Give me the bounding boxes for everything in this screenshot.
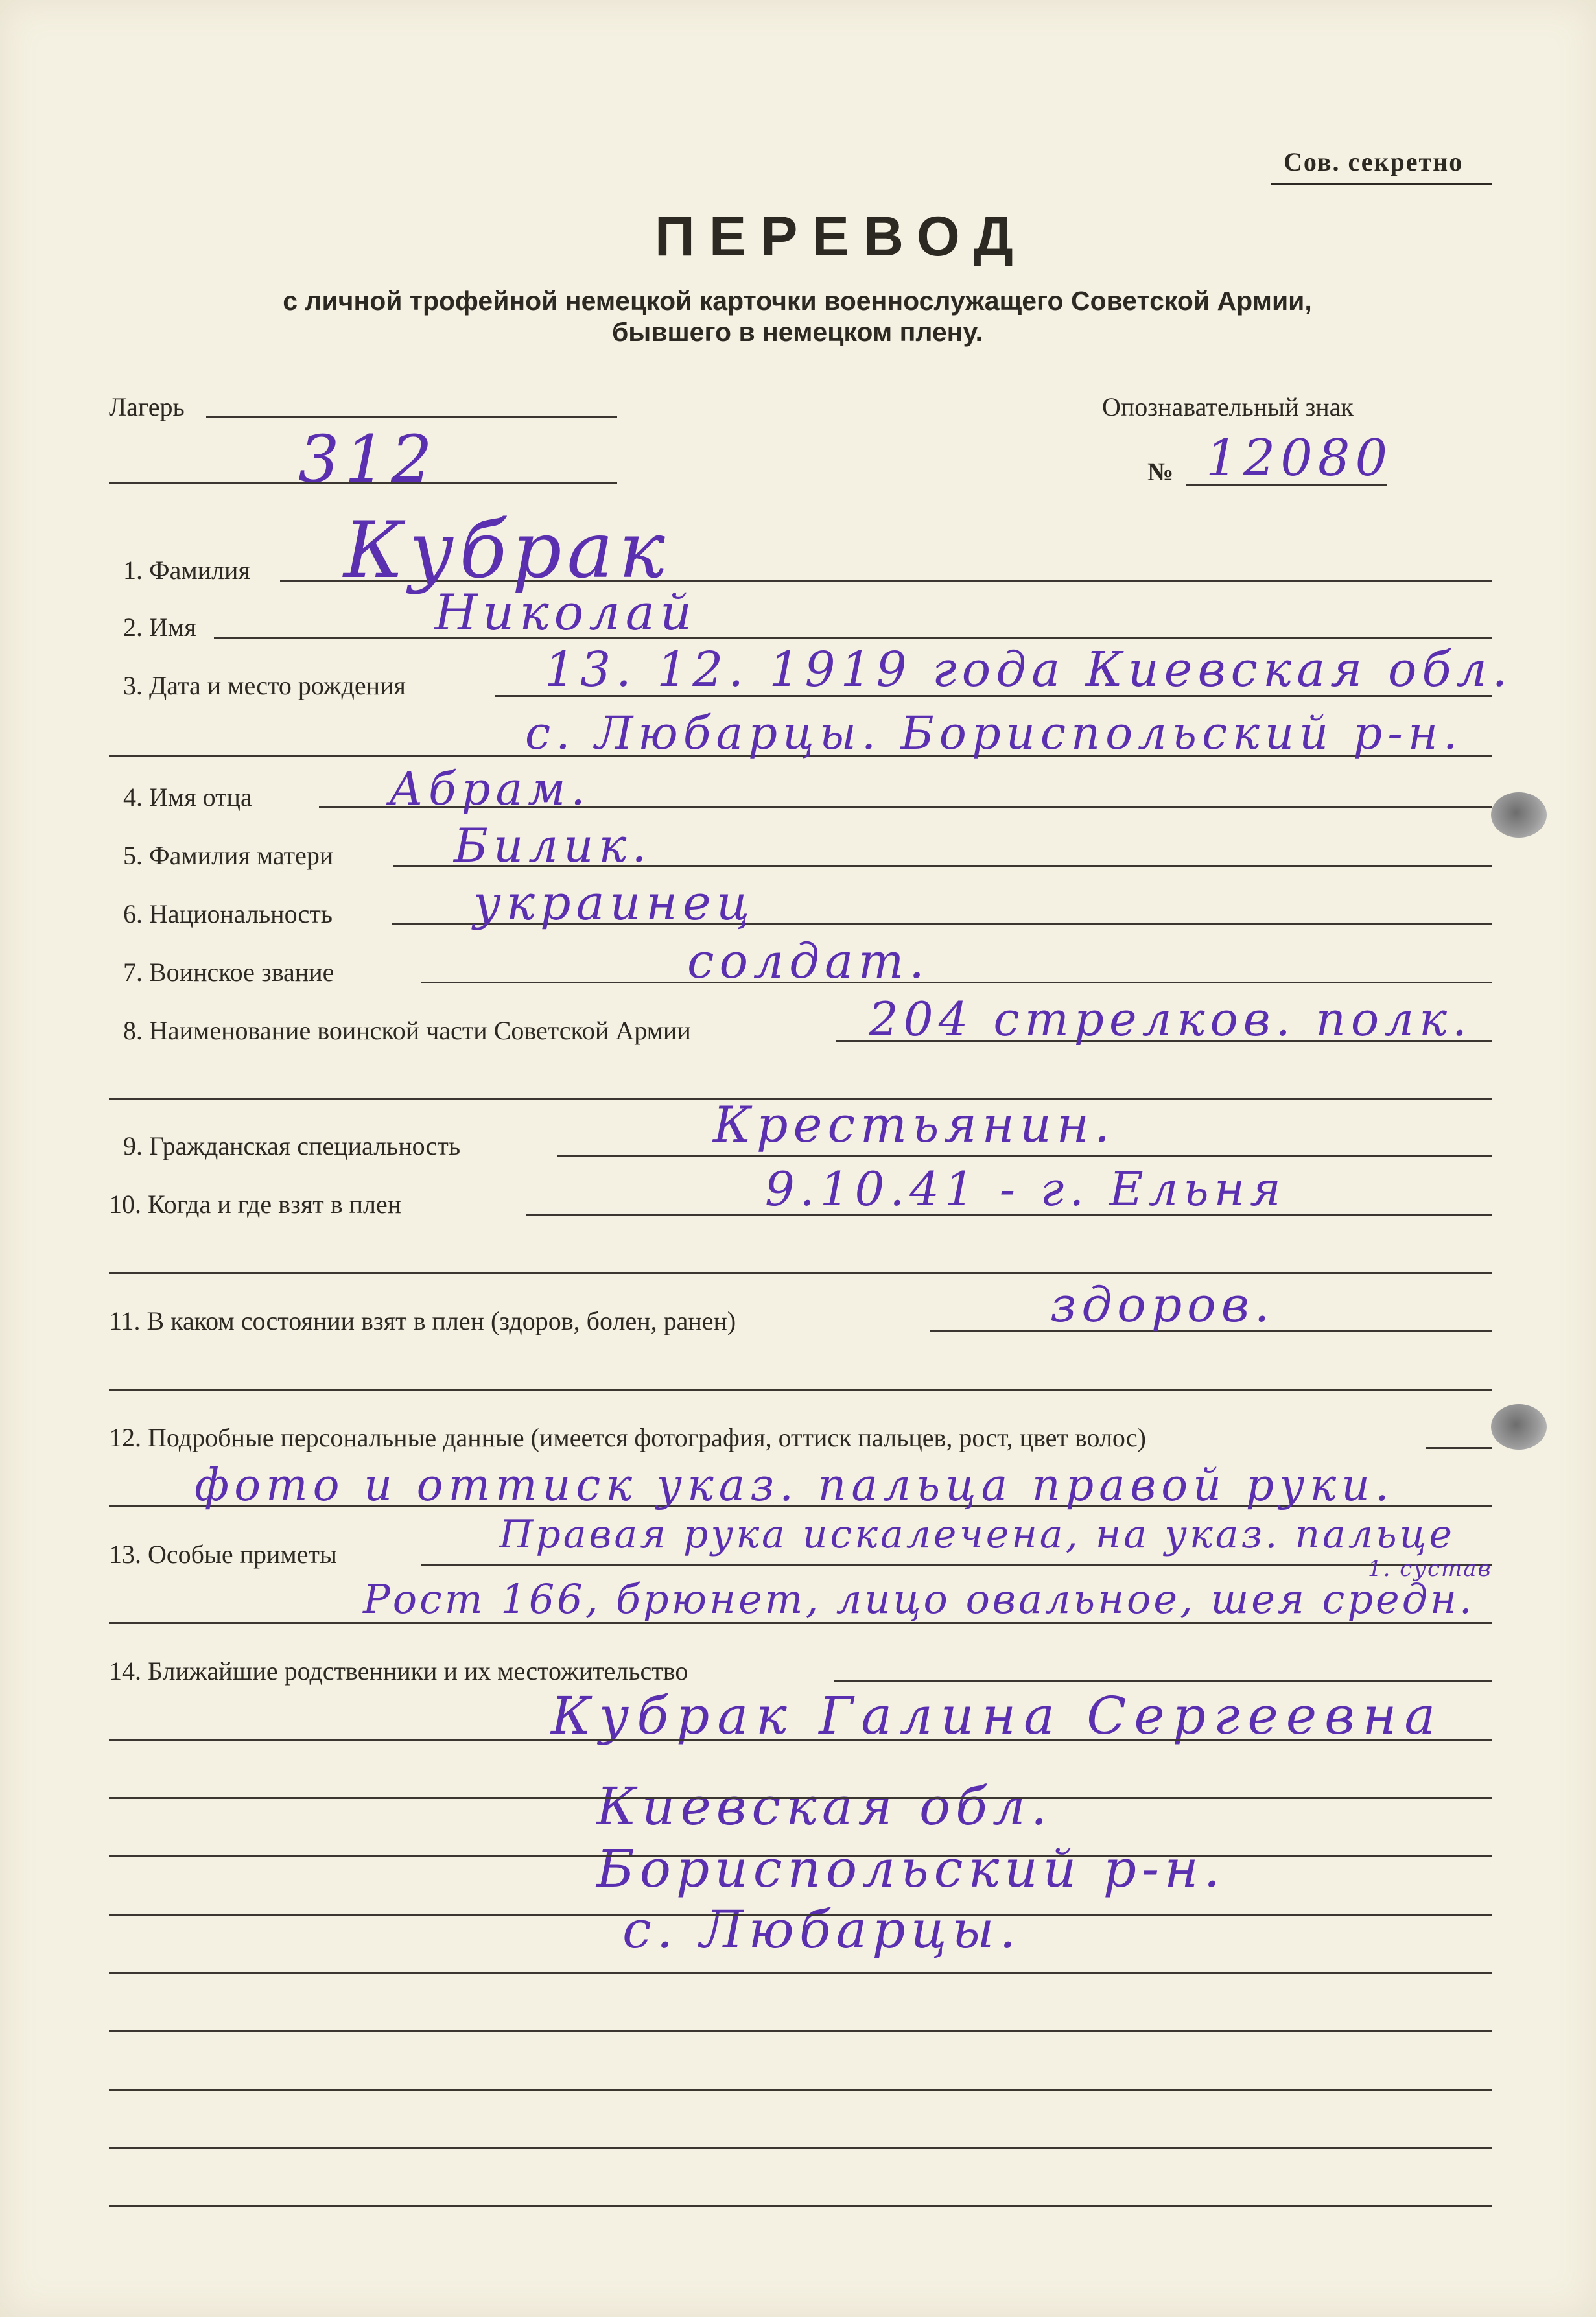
field-14-label: 14. Ближайшие родственники и их местожительство	[109, 1656, 688, 1686]
field-7-label: 7. Воинское звание	[123, 958, 334, 987]
field-14-line-9	[109, 2147, 1492, 2149]
field-7-line	[421, 982, 1492, 983]
field-13-value: Правая рука искалечена, на указ. пальце	[499, 1512, 1455, 1557]
field-9-value: Крестьянин.	[713, 1096, 1115, 1153]
field-3-value-2: с. Любарцы. Бориспольский р-н.	[525, 707, 1463, 760]
field-11-line-2	[109, 1389, 1492, 1391]
field-14-line-5	[109, 1914, 1492, 1916]
field-14-addr-3: с. Любарцы.	[622, 1899, 1021, 1960]
field-13-label: 13. Особые приметы	[109, 1540, 337, 1569]
field-14-line-6	[109, 1972, 1492, 1974]
field-5-label: 5. Фамилия матери	[123, 841, 334, 870]
camp-label-line	[206, 416, 617, 418]
field-14-line-7	[109, 2030, 1492, 2032]
field-6-value: украинец	[473, 875, 755, 931]
field-2-line	[214, 637, 1492, 639]
tag-value: 12080	[1206, 429, 1393, 488]
field-10-label: 10. Когда и где взят в плен	[109, 1190, 402, 1219]
field-10-line-2	[109, 1272, 1492, 1274]
field-14-line-4	[109, 1855, 1492, 1857]
field-13-line	[421, 1564, 1492, 1566]
field-2-value: Николай	[434, 583, 698, 641]
field-2-label: 2. Имя	[123, 613, 196, 642]
field-14-line-3	[109, 1797, 1492, 1799]
field-4-value: Абрам.	[389, 762, 591, 816]
document-title: ПЕРЕВОД	[655, 206, 1027, 268]
camp-value: 312	[298, 421, 438, 497]
field-6-label: 6. Национальность	[123, 899, 333, 928]
field-3-value: 13. 12. 1919 года Киевская обл.	[545, 642, 1513, 698]
field-14-addr-1: Киевская обл.	[596, 1776, 1053, 1837]
field-11-label: 11. В каком состоянии взят в плен (здоров, болен, ранен)	[109, 1306, 736, 1335]
field-12-value: фото и оттиск указ. пальца правой руки.	[194, 1460, 1394, 1511]
field-1-value: Кубрак	[344, 506, 670, 596]
field-8-label: 8. Наименование воинской части Советской Армии	[123, 1016, 691, 1045]
field-1-label: 1. Фамилия	[123, 556, 250, 585]
tag-no-label: №	[1147, 457, 1174, 486]
field-7-value: солдат.	[687, 934, 930, 989]
document-subtitle	[130, 285, 1465, 347]
field-14-line	[834, 1680, 1492, 1682]
secret-underline	[1271, 183, 1492, 185]
camp-label: Лагерь	[109, 392, 185, 421]
field-9-line	[557, 1155, 1492, 1157]
secret-stamp: Сов. секретно	[1284, 147, 1464, 176]
subtitle-line-1: с личной трофейной немецкой карточки военнослужащего Советской Армии,	[283, 286, 1312, 316]
field-3-label: 3. Дата и место рождения	[123, 671, 406, 700]
camp-value-line	[109, 482, 617, 484]
field-8-value: 204 стрелков. полк.	[869, 992, 1472, 1046]
field-12-line	[1426, 1447, 1492, 1449]
punch-hole-top	[1491, 792, 1547, 838]
field-13-value-2: Рост 166, брюнет, лицо овальное, шея средн.	[363, 1575, 1475, 1623]
field-14-value: Кубрак Галина Сергеевна	[551, 1686, 1444, 1746]
field-14-addr-2: Бориспольский р-н.	[596, 1839, 1226, 1899]
field-11-value: здоров.	[1050, 1277, 1275, 1333]
field-14-line-2	[109, 1739, 1492, 1741]
field-13-value-note: 1. сустав	[1368, 1556, 1492, 1582]
field-4-label: 4. Имя отца	[123, 782, 252, 812]
field-14-line-10	[109, 2205, 1492, 2207]
field-12-label: 12. Подробные персональные данные (имеется фотография, оттиск пальцев, рост, цвет волос)	[109, 1423, 1146, 1452]
field-5-value: Билик.	[454, 818, 652, 873]
field-14-line-8	[109, 2089, 1492, 2091]
tag-label: Опознавательный знак	[1102, 392, 1354, 421]
punch-hole-bottom	[1491, 1404, 1547, 1450]
field-10-value: 9.10.41 - г. Ельня	[765, 1162, 1286, 1216]
field-9-label: 9. Гражданская специальность	[123, 1131, 461, 1160]
subtitle-line-2: бывшего в немецком плену.	[611, 317, 983, 347]
